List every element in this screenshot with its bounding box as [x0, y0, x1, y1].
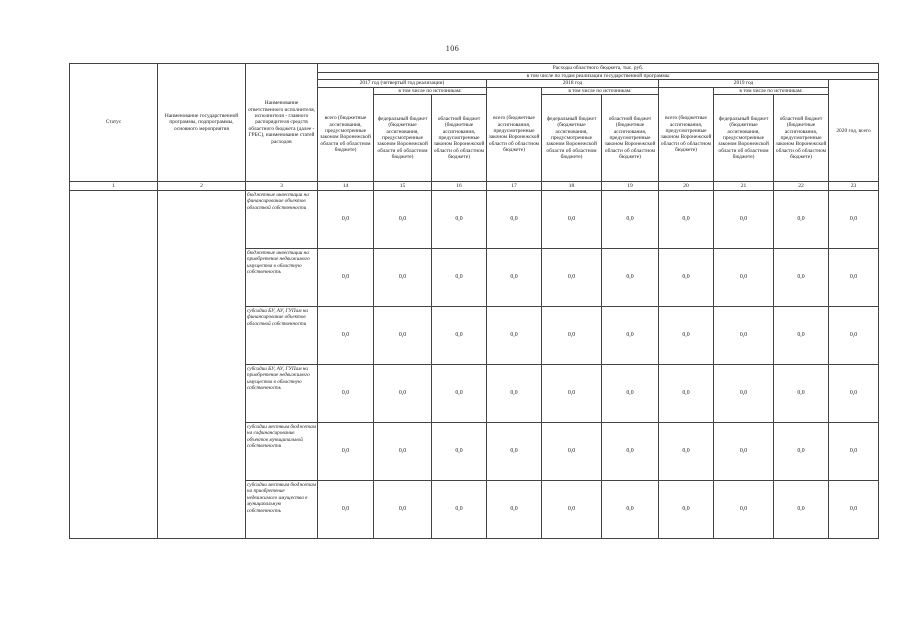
value-cell: 0,0: [659, 307, 714, 365]
total-2019-header: всего (бюджетные ассигнования, предусмотренные законом Воронежской области об областном бюджете): [659, 87, 714, 181]
program-name-header: Наименование государственной программы, подпрограммы, основного мероприятия: [158, 64, 246, 182]
year-2020-header: 2020 год, всего: [829, 80, 879, 182]
regional-2018-header: областной бюджет (бюджетные ассигнования, предусмотренные законом Воронежской области об областном бюджете): [602, 95, 659, 182]
value-cell: 0,0: [374, 365, 432, 423]
value-cell: 0,0: [774, 423, 829, 481]
value-cell: 0,0: [542, 423, 602, 481]
value-cell: 0,0: [829, 481, 879, 539]
column-number: 16: [432, 182, 487, 191]
column-number: 18: [542, 182, 602, 191]
total-2018-header: всего (бюджетные ассигнования, предусмотренные законом Воронежской области об областном бюджете): [487, 87, 542, 181]
budget-table: [69, 63, 879, 539]
expense-item-name: субсидии местным бюджетам на софинансирование объектов муниципальной собственности: [246, 423, 318, 481]
page-number: 106: [445, 44, 460, 53]
expense-item-name: бюджетные инвестиции на приобретение недвижимого имущества в областную собственность: [246, 249, 318, 307]
value-cell: 0,0: [374, 423, 432, 481]
value-cell: 0,0: [542, 307, 602, 365]
expense-item-name: субсидии БУ, АУ, ГУПам на приобретение недвижимого имущества в областную собственность: [246, 365, 318, 423]
expense-item-name: субсидии БУ, АУ, ГУПам на финансирование объектов областной собственности: [246, 307, 318, 365]
value-cell: 0,0: [432, 249, 487, 307]
value-cell: 0,0: [318, 191, 374, 249]
column-number: 14: [318, 182, 374, 191]
table-row: [70, 191, 879, 249]
value-cell: 0,0: [318, 307, 374, 365]
value-cell: 0,0: [432, 307, 487, 365]
value-cell: 0,0: [318, 249, 374, 307]
executor-header: Наименование ответственного исполнителя, исполнителя - главного распорядителя средств областного бюджета (далее - ГРБС), наименование статей расходов: [246, 64, 318, 182]
value-cell: 0,0: [829, 307, 879, 365]
value-cell: 0,0: [318, 481, 374, 539]
by-years-header: в том числе по годам реализации государственной программы: [318, 73, 879, 80]
value-cell: 0,0: [714, 481, 774, 539]
value-cell: 0,0: [487, 423, 542, 481]
value-cell: 0,0: [659, 481, 714, 539]
column-number: 17: [487, 182, 542, 191]
regional-2019-header: областной бюджет (бюджетные ассигнования, предусмотренные законом Воронежской области об областном бюджете): [774, 95, 829, 182]
value-cell: 0,0: [318, 423, 374, 481]
value-cell: 0,0: [714, 191, 774, 249]
year-2019-header: 2019 год: [659, 80, 829, 87]
year-2017-header: 2017 год (четвертый год реализации): [318, 80, 487, 87]
sources-2018-header: в том числе по источникам:: [542, 87, 659, 94]
value-cell: 0,0: [374, 249, 432, 307]
value-cell: 0,0: [829, 249, 879, 307]
value-cell: 0,0: [487, 365, 542, 423]
value-cell: 0,0: [602, 307, 659, 365]
value-cell: 0,0: [602, 365, 659, 423]
federal-2018-header: федеральный бюджет (бюджетные ассигнования, предусмотренные законом Воронежской области об областном бюджете): [542, 95, 602, 182]
value-cell: 0,0: [714, 249, 774, 307]
value-cell: 0,0: [829, 191, 879, 249]
value-cell: 0,0: [774, 191, 829, 249]
column-number: 3: [246, 182, 318, 191]
value-cell: 0,0: [542, 365, 602, 423]
value-cell: 0,0: [487, 307, 542, 365]
year-2018-header: 2018 год: [487, 80, 659, 87]
value-cell: 0,0: [602, 191, 659, 249]
value-cell: 0,0: [374, 307, 432, 365]
column-number: 23: [829, 182, 879, 191]
status-header: Статус: [70, 64, 158, 182]
expenses-header: Расходы областного бюджета, тыс. руб.: [318, 64, 879, 73]
value-cell: 0,0: [602, 249, 659, 307]
column-number: 2: [158, 182, 246, 191]
value-cell: 0,0: [374, 191, 432, 249]
total-2017-header: всего (бюджетные ассигнования, предусмотренные законом Воронежской области об областном бюджете): [318, 87, 374, 181]
value-cell: 0,0: [829, 365, 879, 423]
value-cell: 0,0: [542, 481, 602, 539]
value-cell: 0,0: [774, 249, 829, 307]
column-number: 15: [374, 182, 432, 191]
value-cell: 0,0: [487, 481, 542, 539]
value-cell: 0,0: [374, 481, 432, 539]
column-number: 20: [659, 182, 714, 191]
expense-item-name: бюджетные инвестиции на финансирование объектов областной собственности: [246, 191, 318, 249]
value-cell: 0,0: [602, 481, 659, 539]
value-cell: 0,0: [432, 481, 487, 539]
sources-2017-header: в том числе по источникам:: [374, 87, 487, 94]
value-cell: 0,0: [432, 423, 487, 481]
value-cell: 0,0: [432, 365, 487, 423]
value-cell: 0,0: [659, 249, 714, 307]
federal-2019-header: федеральный бюджет (бюджетные ассигнования, предусмотренные законом Воронежской области об областном бюджете): [714, 95, 774, 182]
value-cell: 0,0: [714, 307, 774, 365]
value-cell: 0,0: [659, 365, 714, 423]
column-number: 22: [774, 182, 829, 191]
value-cell: 0,0: [432, 191, 487, 249]
sources-2019-header: в том числе по источникам:: [714, 87, 829, 94]
value-cell: 0,0: [542, 191, 602, 249]
column-number: 1: [70, 182, 158, 191]
value-cell: 0,0: [659, 191, 714, 249]
program-name-cell: [158, 191, 246, 539]
value-cell: 0,0: [714, 365, 774, 423]
value-cell: 0,0: [487, 249, 542, 307]
value-cell: 0,0: [487, 191, 542, 249]
value-cell: 0,0: [774, 481, 829, 539]
value-cell: 0,0: [542, 249, 602, 307]
value-cell: 0,0: [659, 423, 714, 481]
value-cell: 0,0: [714, 423, 774, 481]
value-cell: 0,0: [318, 365, 374, 423]
column-number: 19: [602, 182, 659, 191]
value-cell: 0,0: [774, 307, 829, 365]
expense-item-name: субсидии местным бюджетам на приобретение недвижимого имущества в муниципальную собственность: [246, 481, 318, 539]
value-cell: 0,0: [774, 365, 829, 423]
federal-2017-header: федеральный бюджет (бюджетные ассигнования, предусмотренные законом Воронежской области об областном бюджете): [374, 95, 432, 182]
column-number: 21: [714, 182, 774, 191]
regional-2017-header: областной бюджет (бюджетные ассигнования, предусмотренные законом Воронежской области об областном бюджете): [432, 95, 487, 182]
column-numbers-row: [70, 182, 879, 191]
status-cell: [70, 191, 158, 539]
value-cell: 0,0: [602, 423, 659, 481]
value-cell: 0,0: [829, 423, 879, 481]
